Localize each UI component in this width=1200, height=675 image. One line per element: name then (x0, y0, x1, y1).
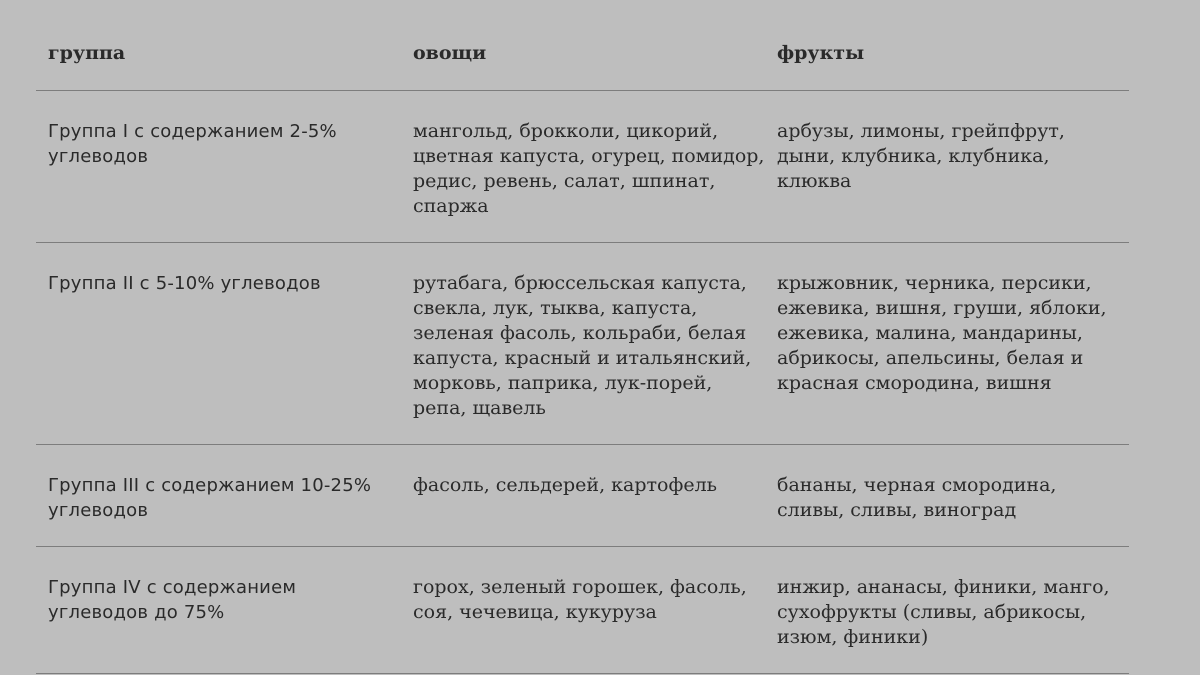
table-header-row (36, 0, 1129, 91)
header-group: группа (48, 42, 126, 64)
table-row (36, 547, 1129, 674)
group-cell: Группа II с 5-10% углеводов (48, 273, 321, 294)
vegetables-cell: горох, зеленый горошек, фасоль, соя, чечевица, кукуруза (413, 576, 747, 623)
fruits-cell: арбузы, лимоны, грейпфрут, дыни, клубника, клубника, клюква (777, 120, 1065, 192)
fruits-cell: крыжовник, черника, персики, ежевика, вишня, груши, яблоки, ежевика, малина, мандарины, абрикосы, апельсины, белая и красная смородина, вишня (777, 272, 1107, 394)
table-row (36, 243, 1129, 445)
vegetables-cell: фасоль, сельдерей, картофель (413, 474, 718, 496)
group-cell: Группа IV с содержанием углеводов до 75% (48, 577, 297, 623)
table-row (36, 91, 1129, 243)
vegetables-cell: мангольд, брокколи, цикорий, цветная капуста, огурец, помидор, редис, ревень, салат, шпинат, спаржа (413, 120, 765, 217)
carbohydrate-groups-table (36, 0, 1129, 674)
header-vegetables: овощи (413, 42, 487, 64)
table-row (36, 445, 1129, 547)
group-cell: Группа I с содержанием 2-5% углеводов (48, 121, 337, 167)
group-cell: Группа III с содержанием 10-25% углеводов (48, 475, 372, 521)
fruits-cell: инжир, ананасы, финики, манго, сухофрукты (сливы, абрикосы, изюм, финики) (777, 576, 1110, 648)
header-fruits: фрукты (777, 42, 865, 64)
vegetables-cell: рутабага, брюссельская капуста, свекла, лук, тыква, капуста, зеленая фасоль, кольраби, белая капуста, красный и итальянский, морковь, паприка, лук-порей, репа, щавель (413, 272, 752, 419)
fruits-cell: бананы, черная смородина, сливы, сливы, виноград (777, 474, 1057, 521)
